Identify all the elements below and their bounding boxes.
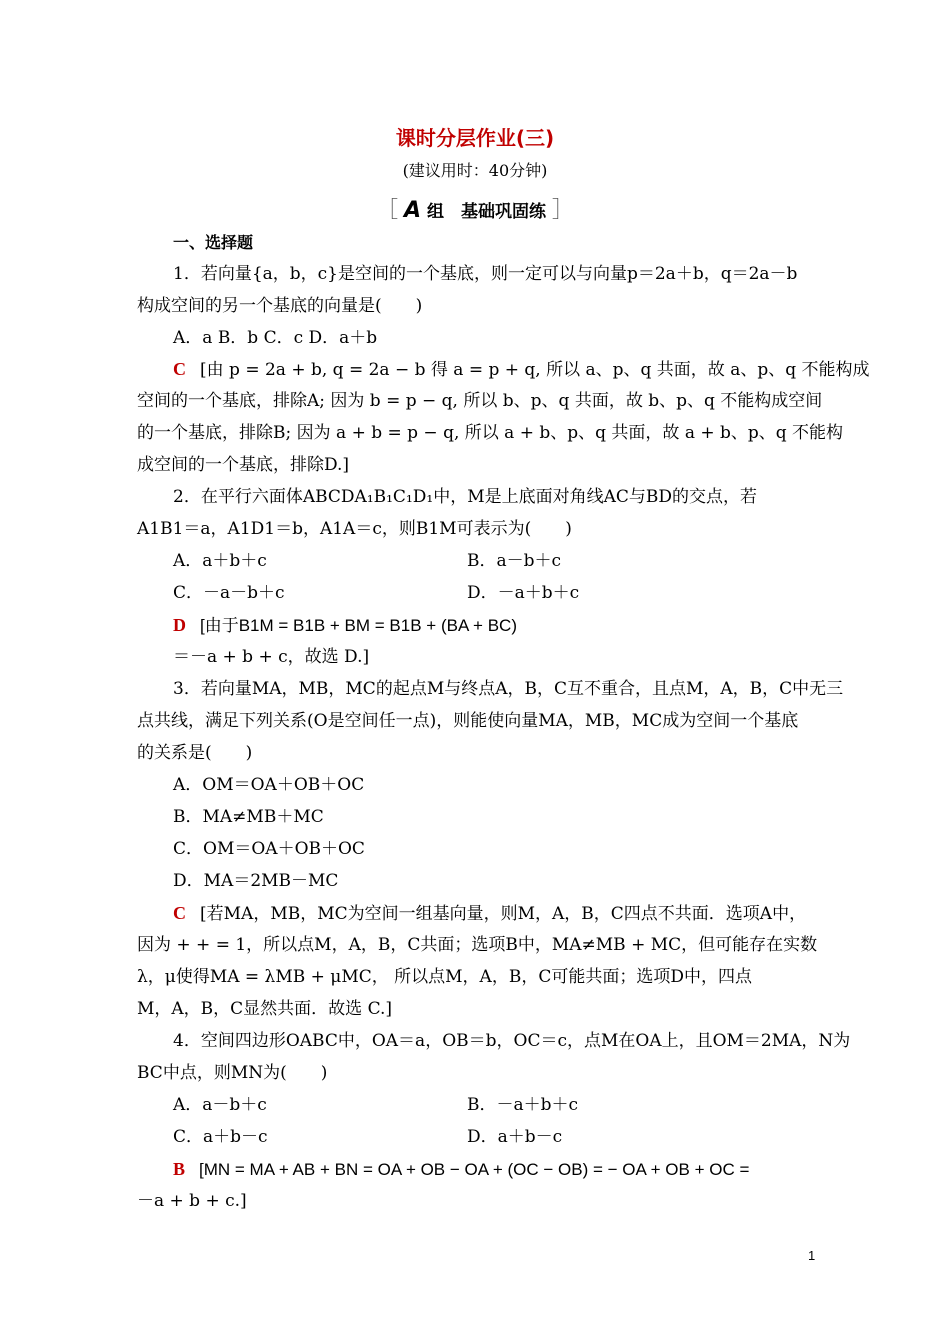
q1-stem-2: 构成空间的另一个基底的向量是( ) (137, 296, 423, 316)
page-number: 1 (808, 1248, 816, 1263)
q3-option-a: A．OM＝OA＋OB＋OC (173, 775, 365, 795)
q3-solution-2: 因为 + + = 1，所以点M，A，B，C共面；选项B中，MA≠MB + MC，但可能存在实数 (137, 935, 818, 955)
open-bracket: ［ (376, 198, 399, 223)
q4-option-b: B．－a＋b＋c (467, 1095, 579, 1115)
q2-option-b: B．a－b＋c (467, 551, 562, 571)
q4-stem-1: 4．空间四边形OABC中，OA＝a，OB＝b，OC＝c，点M在OA上，且OM＝2MA，N为 (173, 1031, 851, 1051)
q4-option-d: D．a＋b－c (467, 1127, 563, 1147)
q3-solution-1: C [若MA，MB，MC为空间一组基向量，则M，A，B，C四点不共面．选项A中， (173, 903, 807, 924)
page-title: 课时分层作业(三) (395, 126, 555, 150)
q2-stem-1: 2．在平行六面体ABCDA₁B₁C₁D₁中，M是上底面对角线AC与BD的交点，若 (173, 487, 758, 507)
q1-options: A．a B．b C．c D．a＋b (173, 328, 378, 348)
q3-stem-3: 的关系是( ) (137, 743, 253, 763)
q3-option-c: C．OM＝OA＋OB＋OC (173, 839, 365, 859)
group-header (0, 193, 950, 224)
q3-solution-4: M，A，B，C显然共面．故选 C.] (137, 999, 393, 1019)
q4-solution-1: B [MN = MA + AB + BN = OA + OB − OA + (OC − OB) = − OA + OB + OC = (173, 1159, 750, 1179)
q3-stem-1: 3．若向量MA，MB，MC的起点M与终点A，B，C互不重合，且点M，A，B，C中无三 (173, 679, 844, 699)
q2-stem-2: A1B1＝a，A1D1＝b，A1A＝c，则B1M可表示为( ) (137, 519, 572, 539)
q1-solution-3: 的一个基底，排除B; 因为 a + b = p − q, 所以 a + b、p、q 共面，故 a + b、p、q 不能构 (137, 423, 844, 443)
q1-answer: C (173, 359, 186, 379)
group-a-glyph: A (404, 198, 422, 223)
q2-solution-2: ＝－a + b + c，故选 D.] (173, 647, 370, 667)
time-hint: (建议用时：40分钟) (402, 161, 548, 180)
q3-stem-2: 点共线，满足下列关系(O是空间任一点)，则能使向量MA，MB，MC成为空间一个基底 (137, 711, 799, 731)
q1-solution-2: 空间的一个基底，排除A; 因为 b = p − q, 所以 b、p、q 共面，故 b、p、q 不能构成空间 (137, 391, 823, 411)
q4-option-c: C．a＋b－c (173, 1127, 268, 1147)
q1-solution-4: 成空间的一个基底，排除D.] (137, 455, 350, 475)
group-label: 组 基础巩固练 (426, 202, 546, 222)
q2-solution-1: D [由于B1M = B1B + BM = B1B + (BA + BC) (173, 615, 517, 635)
q4-stem-2: BC中点，则MN为( ) (137, 1063, 328, 1083)
q4-answer: B (173, 1159, 186, 1179)
close-bracket: ］ (551, 198, 574, 223)
q3-option-b: B．MA≠MB＋MC (173, 807, 324, 827)
q3-solution-3: λ，μ使得MA = λMB + μMC， 所以点M，A，B，C可能共面；选项D中，四点 (137, 967, 752, 987)
q3-option-d: D．MA＝2MB－MC (173, 871, 339, 891)
q1-solution-1: C [由 p = 2a + b, q = 2a − b 得 a = p + q, 所以 a、p、q 共面，故 a、p、q 不能构成 (173, 359, 870, 380)
q1-stem-1: 1．若向量{a，b，c}是空间的一个基底，则一定可以与向量p＝2a＋b，q＝2a－b (173, 264, 798, 284)
section-heading: 一、选择题 (173, 233, 254, 252)
q2-option-d: D．－a＋b＋c (467, 583, 580, 603)
q4-option-a: A．a－b＋c (173, 1095, 267, 1115)
q2-option-c: C．－a－b＋c (173, 583, 285, 603)
q2-answer: D (173, 615, 186, 635)
q3-answer: C (173, 903, 186, 923)
q2-option-a: A．a＋b＋c (173, 551, 267, 571)
q4-solution-2: －a + b + c.] (137, 1191, 247, 1211)
